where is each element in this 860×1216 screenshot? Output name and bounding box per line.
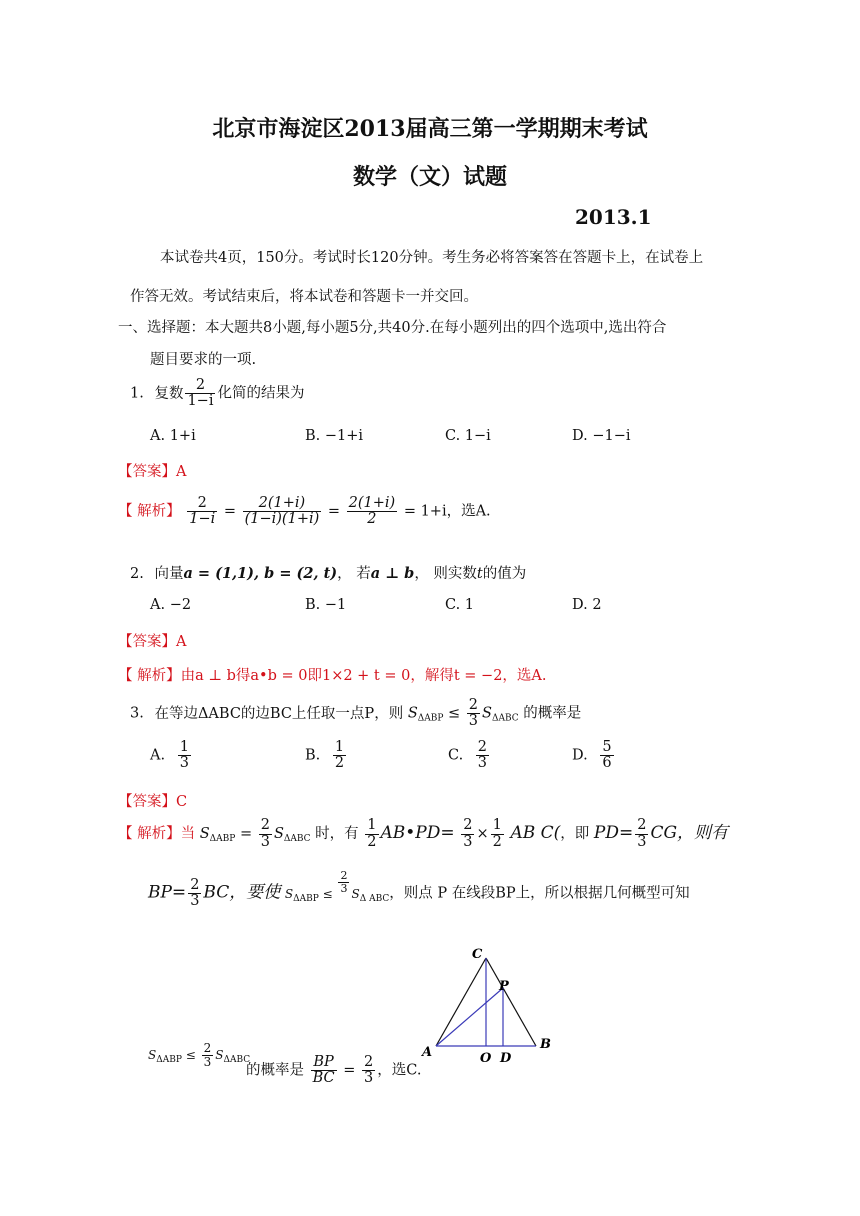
q3-line3-s1: S (148, 1047, 157, 1062)
q3-option-a-num: 1 (179, 739, 189, 755)
q3-line3-frac-2-den: BC (312, 1070, 335, 1087)
q3-text-a: 在等边ΔABC的边BC上任取一点P，则 (154, 705, 404, 722)
q3-line2-s1-sub: ΔABP (293, 893, 319, 904)
q1-option-c: C. 1−i (445, 428, 491, 444)
q2-text-a: 向量 (154, 566, 184, 582)
q3-option-c (448, 740, 491, 771)
question-1 (130, 378, 304, 409)
q3-option-c-num: 2 (477, 739, 488, 755)
q3-exp-half-den: 2 (367, 833, 377, 850)
q3-explanation-line-3b (246, 1055, 421, 1086)
q3-s2-sub: ΔABC (491, 713, 519, 724)
q3-line2-s2: S (351, 886, 360, 901)
q2-text-d: 的值为 (482, 566, 527, 582)
segment-ap (436, 988, 503, 1046)
exam-subtitle: 数学（文）试题 (352, 164, 507, 190)
q3-s1-sub: ΔABP (417, 713, 444, 724)
q3-option-d-label: D. (572, 747, 588, 764)
q3-exp-frac-6-num: 2 (637, 817, 647, 834)
q1-exp-frac-3 (347, 496, 398, 527)
q3-exp-frac-5-den: 2 (492, 833, 502, 850)
q3-exp-half (365, 818, 378, 849)
q3-option-c-frac (476, 740, 489, 771)
q3-line3-ineq (148, 1041, 251, 1069)
q3-explanation-line-1 (118, 818, 728, 850)
q3-exp-frac-num: 2 (260, 817, 270, 834)
q3-exp-ab-pd: AB•PD= (380, 823, 455, 843)
q3-exp-frac-4-num: 2 (463, 817, 473, 834)
q3-exp-times: × (476, 826, 489, 842)
q3-exp-s2: S (273, 826, 284, 842)
q1-frac-den: 1−i (187, 393, 214, 410)
q2-explanation (118, 664, 547, 685)
q3-line2-le: ≤ (322, 886, 333, 901)
q1-post: 化简的结果为 (217, 385, 305, 402)
q3-exp-cg: CG，则有 (650, 823, 729, 843)
q3-fraction (467, 698, 480, 729)
side-cb (486, 958, 536, 1046)
intro-line-2: 作答无效。考试结束后，将本试卷和答题卡一并交回。 (130, 289, 478, 305)
exam-date: 2013.1 (575, 205, 652, 229)
q3-le: ≤ (448, 705, 461, 722)
q2-option-a: A. −2 (150, 597, 192, 613)
label-p: P (499, 979, 509, 994)
q2-option-c: C. 1 (445, 597, 475, 613)
side-ac (436, 958, 486, 1046)
q3-line3-mid: 的概率是 (246, 1062, 304, 1079)
q3-option-a-den: 3 (179, 755, 189, 772)
q3-line3-frac-2-num: BP (311, 1055, 337, 1071)
q3-option-a-label: A. (150, 747, 166, 764)
q3-exp-frac-4 (461, 818, 474, 849)
q3-option-c-den: 3 (477, 755, 488, 772)
q3-exp-s1-sub: ΔABP (209, 834, 236, 844)
q1-option-d: D. −1−i (572, 428, 631, 444)
q3-exp-ab-c: AB C( (510, 823, 561, 843)
q3-exp-frac-4-den: 3 (463, 833, 473, 850)
q1-option-a: A. 1+i (150, 428, 196, 444)
q3-line2-frac-num: 2 (190, 876, 200, 893)
q3-option-c-label: C. (448, 747, 464, 764)
q3-explanation-line-3 (148, 1042, 250, 1068)
q3-line3-frac-3-den: 3 (364, 1070, 374, 1087)
q2-vector-expr: a = (1,1), b = (2, t) (183, 565, 338, 582)
q3-line2-ineq (284, 869, 390, 904)
q3-exp-frac-5-num: 1 (492, 817, 502, 834)
q3-line3-s2: S (215, 1047, 224, 1062)
q3-exp-shi: 时，有 (315, 826, 359, 842)
q3-exp-half-num: 1 (367, 817, 377, 834)
q3-line2-tail: ，则点 P 在线段BP上，所以根据几何概型可知 (389, 885, 690, 902)
q3-line2-s1: S (284, 886, 294, 901)
q1-exp-frac-2-den: (1−i)(1+i) (244, 511, 320, 528)
q3-text-b: 的概率是 (523, 705, 582, 722)
q3-line3-frac-2 (311, 1055, 337, 1086)
q1-exp-tail: = 1+i，选A. (403, 503, 491, 520)
q3-exp-frac-5 (491, 818, 504, 849)
q1-pre: 复数 (154, 385, 184, 402)
q2-var: t (476, 566, 483, 582)
q1-fraction (185, 378, 215, 409)
q1-exp-label: 【 解析】 (118, 503, 181, 520)
q3-s2: S (482, 705, 492, 722)
q3-option-b-den: 2 (334, 755, 345, 772)
label-b: B (540, 1037, 551, 1052)
q3-option-b-num: 1 (334, 739, 345, 755)
q3-option-a-frac (178, 740, 191, 771)
q3-option-d-frac (600, 740, 613, 771)
q3-exp-frac (259, 818, 272, 849)
q3-line3-s2-sub: ΔABC (223, 1054, 251, 1065)
triangle-figure (418, 944, 558, 1068)
q3-answer: 【答案】C (118, 794, 188, 810)
q2-text-c: ， 则实数 (414, 566, 477, 582)
q3-line3-frac-num: 2 (203, 1041, 212, 1055)
q1-option-b: B. −1+i (305, 428, 364, 444)
q3-line3-tail: ，选C. (377, 1062, 422, 1079)
question-2 (130, 562, 526, 583)
q3-exp-frac-6-den: 3 (637, 833, 647, 850)
q3-line2-frac-2 (338, 870, 349, 894)
exam-title: 北京市海淀区2013届高三第一学期期末考试 (212, 116, 648, 142)
q3-line2-frac-den: 3 (190, 893, 200, 910)
q3-option-a (150, 740, 193, 771)
q3-line2-frac (188, 878, 201, 909)
q3-exp-label: 【 解析】 (118, 826, 181, 842)
q2-number: 2. (130, 566, 144, 582)
q3-line2-frac-2-den: 3 (340, 881, 348, 895)
q3-exp-frac-6 (635, 818, 648, 849)
q1-exp-frac-2 (243, 496, 322, 527)
q2-option-b: B. −1 (305, 597, 347, 613)
q1-frac-num: 2 (185, 378, 215, 394)
q3-exp-eq: = (239, 826, 253, 842)
label-d: D (500, 1051, 512, 1066)
q3-line3-eq: = (343, 1062, 356, 1079)
label-c: C (472, 947, 483, 962)
q3-exp-ji: ，即 (560, 826, 590, 842)
q3-option-d (572, 740, 616, 771)
q3-line3-le: ≤ (185, 1047, 196, 1062)
q1-exp-frac-1-num: 2 (187, 496, 217, 512)
q2-condition: a ⊥ b (370, 565, 415, 582)
q3-number: 3. (130, 705, 144, 722)
q3-exp-pd: PD= (593, 823, 634, 843)
q1-explanation: 【 解析】 $\frac{2}{1-i}$ = $\frac{2(1+i)}{(1-i)(1+i)}$ = $\frac{2(1+i)}{2}$ = 1+i，选A. (118, 495, 491, 528)
q1-number: 1. (130, 385, 144, 402)
q2-text-b: ， 若 (337, 566, 371, 582)
q3-option-d-den: 6 (602, 755, 612, 772)
q3-line2-s2-sub: Δ ABC (359, 893, 390, 904)
q3-line2-bc: BC，要使 (203, 882, 281, 903)
q3-line3-frac (202, 1042, 214, 1068)
q1-answer: 【答案】A (118, 464, 187, 480)
q3-exp-s1: S (199, 826, 210, 842)
q3-explanation-line-2 (148, 870, 690, 909)
section-heading-line-1: 一、选择题：本大题共8小题,每小题5分,共40分.在每小题列出的四个选项中,选出符合 (118, 320, 667, 336)
q2-exp-label: 【 解析】 (118, 668, 181, 684)
q3-option-b-label: B. (305, 747, 321, 764)
q1-exp-frac-3-num: 2(1+i) (348, 495, 396, 511)
q3-exp-when: 当 (180, 826, 196, 842)
intro-line-1: 本试卷共4页，150分。考试时长120分钟。考生务必将答案答在答题卡上，在试卷上 (160, 250, 704, 266)
q1-exp-frac-1 (187, 496, 217, 527)
section-heading-line-2: 题目要求的一项. (150, 352, 257, 368)
q3-line3-frac-den: 3 (203, 1054, 212, 1069)
label-a: A (422, 1045, 433, 1060)
q3-line3-s1-sub: ΔABP (156, 1054, 182, 1065)
q1-exp-frac-3-den: 2 (367, 511, 377, 528)
q3-line2-frac-2-num: 2 (340, 869, 348, 882)
q3-s1: S (407, 705, 418, 722)
q2-answer: 【答案】A (118, 634, 187, 650)
q2-option-d: D. 2 (572, 597, 602, 613)
q3-option-b (305, 740, 348, 771)
q3-exp-s2-sub: ΔABC (283, 834, 311, 844)
q3-option-b-frac (333, 740, 346, 771)
q1-exp-frac-2-num: 2(1+i) (243, 496, 322, 512)
q3-exp-frac-den: 3 (260, 833, 270, 850)
q3-frac-num: 2 (468, 697, 479, 713)
q1-exp-frac-1-den: 1−i (189, 511, 216, 528)
label-o: O (480, 1051, 492, 1066)
q3-line3-frac-3-num: 2 (364, 1054, 374, 1070)
q3-line2-bp: BP= (148, 882, 187, 903)
q2-exp-text: 由a ⊥ b得a•b = 0即1×2 + t = 0，解得t = −2，选A. (180, 668, 547, 684)
q3-line3-frac-3 (362, 1055, 375, 1086)
question-3 (130, 698, 581, 729)
q3-frac-den: 3 (468, 713, 479, 730)
q3-option-d-num: 5 (602, 739, 612, 755)
